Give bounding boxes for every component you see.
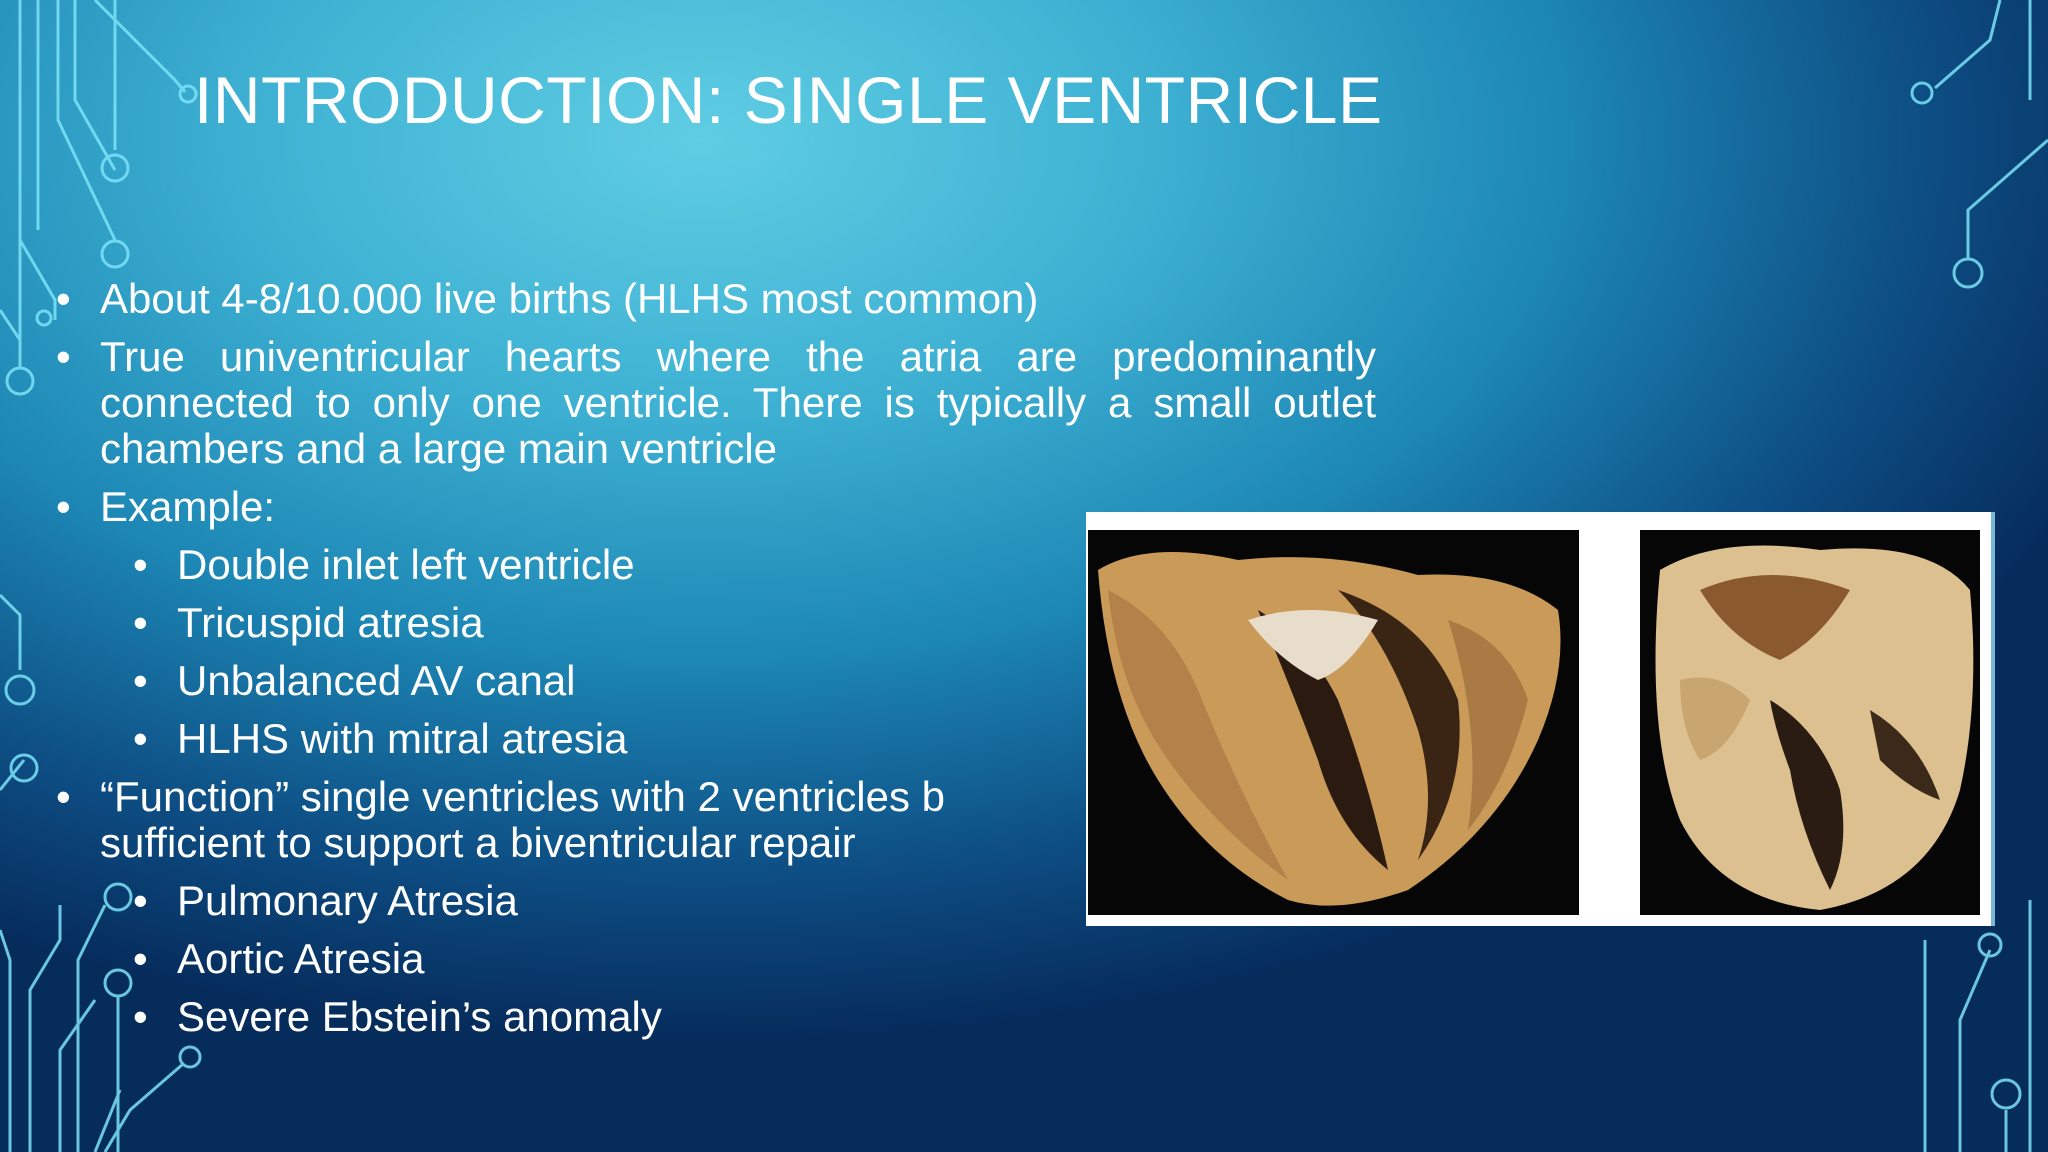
right-heart-specimen-photo: [1640, 530, 1980, 915]
bullet-functional-line-1: “Function” single ventricles with 2 ventricles b: [100, 773, 946, 820]
bullet-example-heading: • Example:: [56, 484, 1376, 530]
sub-bullet-tricuspid-atresia: • Tricuspid atresia: [133, 600, 1376, 646]
left-heart-specimen-photo: [1088, 530, 1579, 915]
slide-title: INTRODUCTION: SINGLE VENTRICLE: [194, 63, 1383, 137]
bullet-functional-line-2: sufficient to support a biventricular repair: [100, 819, 856, 866]
sub-bullet-hlhs: • HLHS with mitral atresia: [133, 716, 1376, 762]
heart-specimens-image: [1086, 512, 1995, 926]
sub-bullet-ebstein: • Severe Ebstein’s anomaly: [133, 994, 1376, 1040]
sub-bullet-unbalanced-av-canal: • Unbalanced AV canal: [133, 658, 1376, 704]
bullet-incidence: • About 4-8/10.000 live births (HLHS most common): [56, 276, 1376, 322]
sub-bullet-aortic-atresia: • Aortic Atresia: [133, 936, 1376, 982]
sub-bullet-dilv: • Double inlet left ventricle: [133, 542, 1376, 588]
bullet-definition: • True univentricular hearts where the atria are predominantly connected to only one ventricle. There is typically a small outlet chambers and a large main ventricle: [56, 334, 1376, 472]
sub-bullet-pulmonary-atresia: • Pulmonary Atresia: [133, 878, 1376, 924]
